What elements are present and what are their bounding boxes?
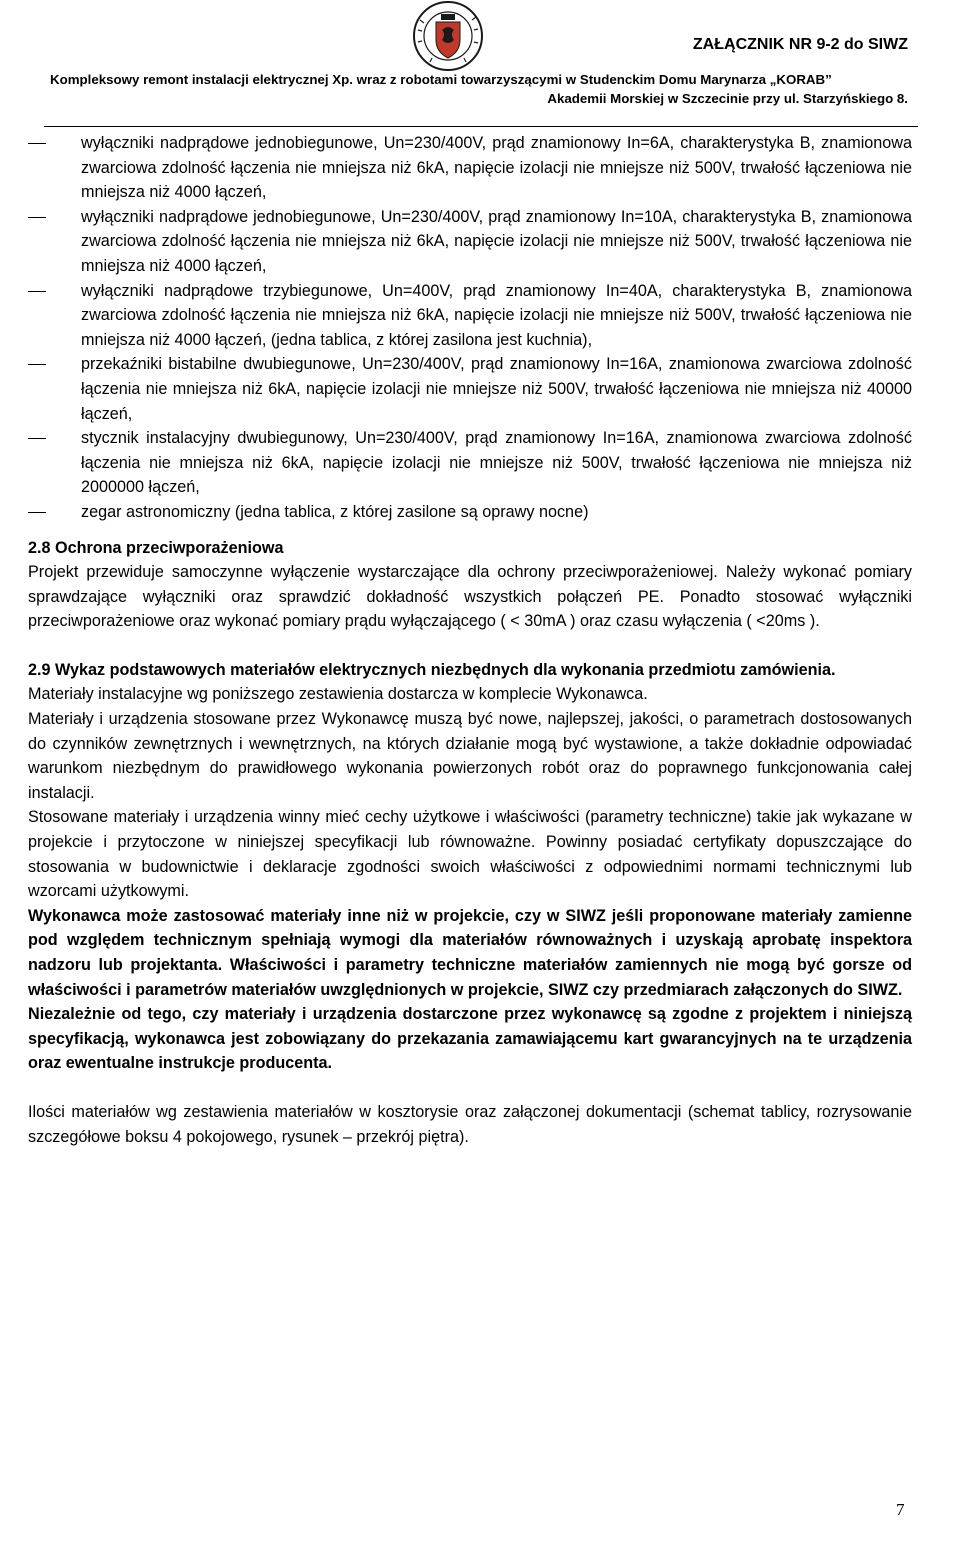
page-header	[0, 0, 960, 128]
section-2-9-paragraph: Materiały i urządzenia stosowane przez Wykonawcę muszą być nowe, najlepszej, jakości, o parametrach dostosowanych do czynników zewnętrznych i wewnętrznych, na których działanie mogą być wystawione, a także dokładnie odpowiadać warunkom niezbędnym do prawidłowego wykonania powierzonych robót oraz do poprawnego funkcjonowania całej instalacji.	[28, 710, 912, 802]
list-item: wyłączniki nadprądowe trzybiegunowe, Un=400V, prąd znamionowy In=40A, charakterystyka B, znamionowa zwarciowa zdolność łączenia nie mniejsza niż 6kA, napięcie izolacji nie mniejsze niż 500V, trwałość łączeniowa nie mniejsza niż 4000 łączeń, (jedna tablica, z której zasilona jest kuchnia),	[81, 281, 912, 349]
list-item: wyłączniki nadprądowe jednobiegunowe, Un=230/400V, prąd znamionowy In=10A, charakterystyka B, znamionowa zwarciowa zdolność łączenia nie mniejsza niż 6kA, napięcie izolacji nie mniejsze niż 500V, trwałość łączeniowa nie mniejsza niż 4000 łączeń,	[81, 207, 912, 275]
section-2-9-bold-paragraph: Wykonawca może zastosować materiały inne niż w projekcie, czy w SIWZ jeśli proponowane materiały zamienne pod względem technicznym spełniają wymogi dla materiałów równoważnych i uzyskają aprobatę inspektora nadzoru lub projektanta. Właściwości i parametry techniczne materiałów zamiennych nie mogą być gorsze od właściwości i parametrów materiałów uwzględnionych w projekcie, SIWZ czy przedmiarach załączonych do SIWZ.	[28, 906, 912, 999]
list-item: wyłączniki nadprądowe jednobiegunowe, Un=230/400V, prąd znamionowy In=6A, charakterystyka B, znamionowa zwarciowa zdolność łączenia nie mniejsza niż 6kA, napięcie izolacji nie mniejsze niż 500V, trwałość łączeniowa nie mniejsza niż 4000 łączeń,	[81, 134, 912, 202]
akademia-morska-logo	[410, 0, 486, 76]
list-item: zegar astronomiczny (jedna tablica, z której zasilone są oprawy nocne)	[81, 502, 589, 521]
list-item: przekaźniki bistabilne dwubiegunowe, Un=230/400V, prąd znamionowy In=16A, znamionowa zwarciowa zdolność łączenia nie mniejsza niż 6kA, napięcie izolacji nie mniejsze niż 500V, trwałość łączeniowa nie mniejsza niż 40000 łączeń,	[81, 355, 912, 423]
section-2-8-body: Projekt przewiduje samoczynne wyłączenie wystarczające dla ochrony przeciwporażeniowej. Należy wykonać pomiary sprawdzające wyłączniki oraz sprawdzić dokładność wszystkich połączeń PE. Ponadto stosować wyłączniki przeciwporażeniowe oraz wykonać pomiary prądu wyłączającego ( < 30mA ) oraz czasu wyłączenia ( <20ms ).	[28, 563, 912, 631]
header-project-line: Kompleksowy remont instalacji elektrycznej Xp. wraz z robotami towarzyszącymi w Studenckim Domu Marynarza „KORAB”	[50, 72, 832, 87]
section-2-9-paragraph: Ilości materiałów wg zestawienia materiałów w kosztorysie oraz załączonej dokumentacji (schemat tablicy, rozrysowanie szczegółowe boksu 4 pokojowego, rysunek – przekrój piętra).	[28, 1102, 912, 1146]
page-number: 7	[896, 1500, 905, 1519]
section-2-9-title: 2.9 Wykaz podstawowych materiałów elektrycznych niezbędnych dla wykonania przedmiotu zamówienia.	[28, 660, 836, 679]
section-2-9-paragraph: Materiały instalacyjne wg poniższego zestawienia dostarcza w komplecie Wykonawca.	[28, 685, 648, 704]
header-address-line: Akademii Morskiej w Szczecinie przy ul. Starzyńskiego 8.	[547, 91, 908, 106]
document-body	[28, 131, 912, 1149]
annex-label: ZAŁĄCZNIK NR 9-2 do SIWZ	[692, 36, 908, 53]
section-2-9-bold-paragraph: Niezależnie od tego, czy materiały i urządzenia dostarczone przez wykonawcę są zgodne z projektem i niniejszą specyfikacją, wykonawca jest zobowiązany do przekazania zamawiającemu kart gwarancyjnych na te urządzenia oraz ewentualne instrukcje producenta.	[28, 1005, 912, 1073]
equipment-list	[28, 131, 912, 525]
section-2-8-title: 2.8 Ochrona przeciwporażeniowa	[28, 538, 284, 557]
list-item: stycznik instalacyjny dwubiegunowy, Un=230/400V, prąd znamionowy In=16A, znamionowa zwarciowa zdolność łączenia nie mniejsza niż 6kA, napięcie izolacji nie mniejsze niż 500V, trwałość łączeniowa nie mniejsza niż 2000000 łączeń,	[81, 429, 912, 497]
header-divider	[44, 126, 918, 127]
section-2-9-paragraph: Stosowane materiały i urządzenia winny mieć cechy użytkowe i właściwości (parametry techniczne) takie jak wykazane w projekcie i przytoczone w niniejszej specyfikacji lub równoważne. Powinny posiadać certyfikaty dopuszczające do stosowania w budownictwie i deklaracje zgodności swoich właściwości z odpowiednimi normami technicznymi lub wzorcami użytkowymi.	[28, 808, 912, 901]
